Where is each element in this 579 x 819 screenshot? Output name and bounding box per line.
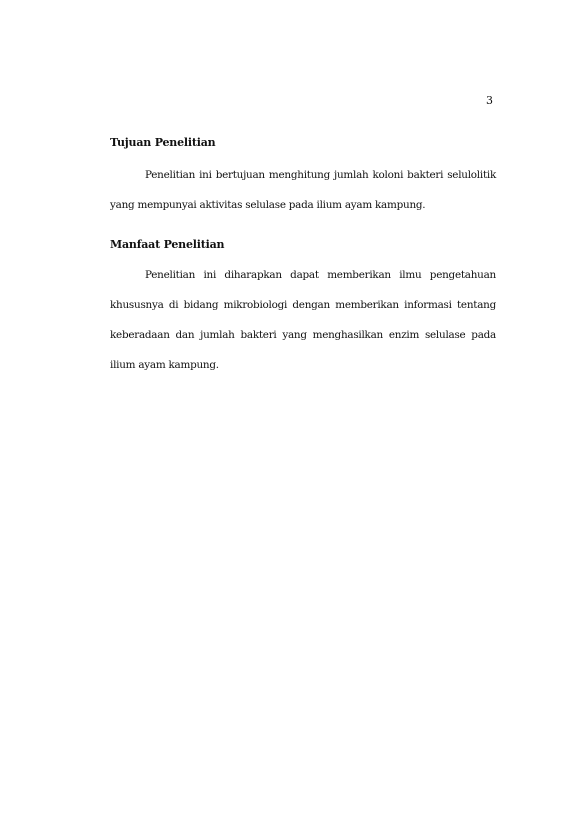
section-paragraph: Penelitian ini bertujuan menghitung jumlah koloni bakteri selulolitik yang mempunyai aktivitas selulase pada ilium ayam kampung. bbox=[110, 169, 496, 211]
section-tujuan-penelitian bbox=[110, 136, 496, 220]
page-number: 3 bbox=[486, 94, 493, 107]
section-paragraph: Penelitian ini diharapkan dapat memberikan ilmu pengetahuan khususnya di bidang mikrobiologi dengan memberikan informasi tentang keberadaan dan jumlah bakteri yang menghasilkan enzim selulase pada ilium ayam kampung. bbox=[110, 269, 496, 371]
document-body bbox=[110, 136, 496, 380]
section-manfaat-penelitian bbox=[110, 238, 496, 380]
section-heading: Tujuan Penelitian bbox=[110, 136, 216, 149]
section-heading: Manfaat Penelitian bbox=[110, 238, 225, 251]
